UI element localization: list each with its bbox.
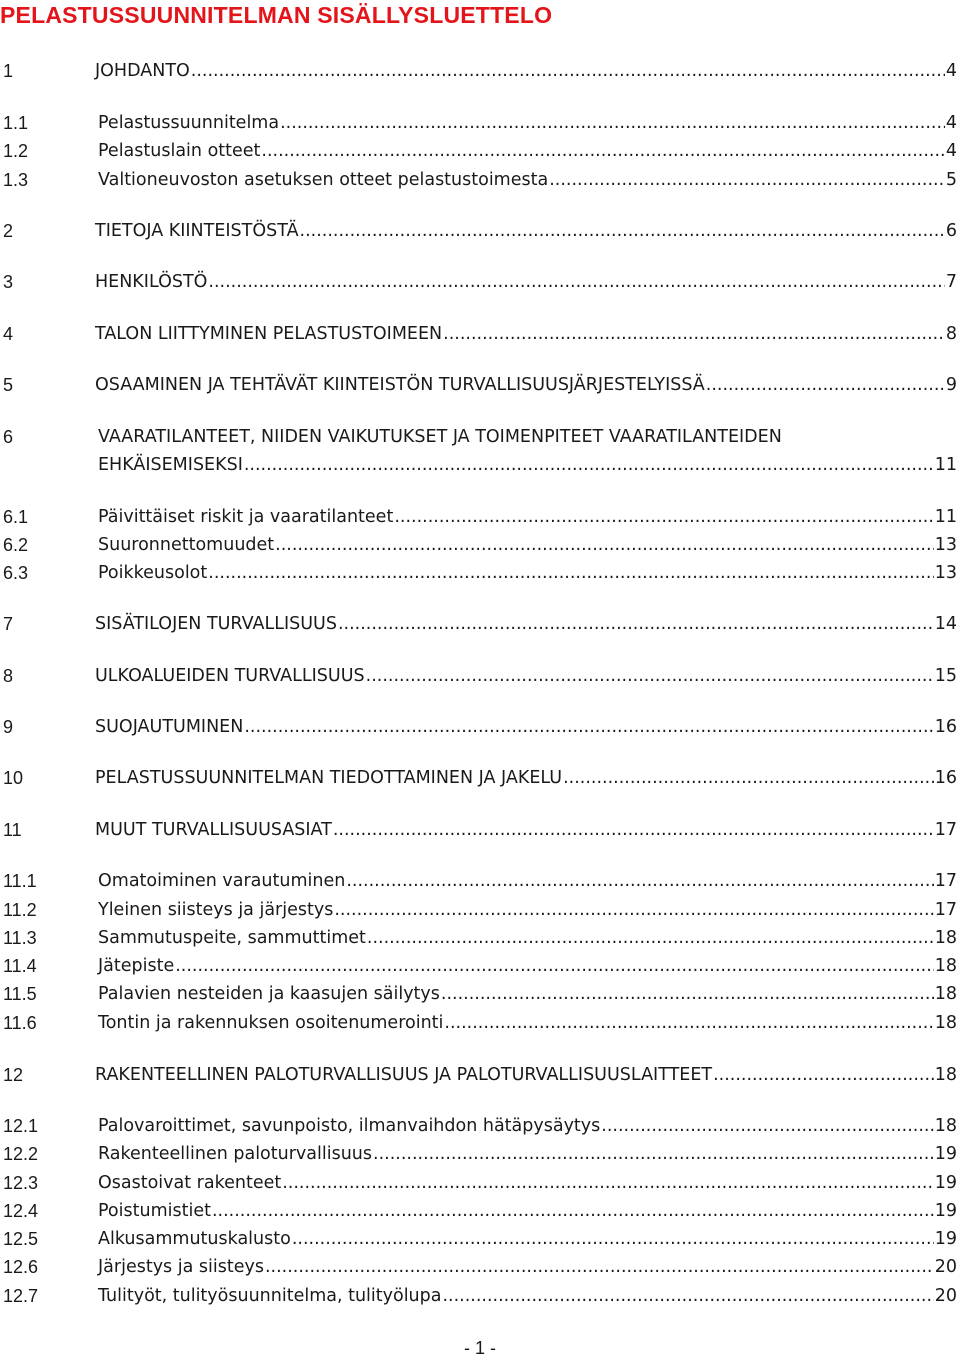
toc-entry-title: Päivittäiset riskit ja vaaratilanteet [98,507,394,527]
toc-entry-title: Tontin ja rakennuksen osoitenumerointi [98,1013,444,1033]
toc-leader-dots [366,663,934,689]
toc-entry-title: Palavien nesteiden ja kaasujen säilytys [98,984,440,1004]
toc-entry-number: 6.1 [3,507,29,527]
toc-entry-number: 6.2 [3,535,29,555]
toc-entry-page: 8 [945,324,957,344]
toc-entry[interactable] [0,372,960,398]
toc-entry[interactable] [0,765,960,791]
toc-entry-title: Pelastussuunnitelma [98,113,280,133]
toc-entry-page: 11 [934,507,957,527]
toc-entry-page: 6 [945,221,957,241]
toc-entry-title: Alkusammutuskalusto [98,1229,291,1249]
toc-entry-title: Poikkeusolot [98,563,208,583]
toc-entry-number: 12.6 [3,1257,39,1277]
toc-entry-number: 12.4 [3,1201,39,1221]
toc-leader-dots [563,765,934,791]
toc-entry[interactable] [0,981,960,1007]
toc-entry-number: 2 [3,221,14,241]
toc-entry-page: 19 [934,1201,957,1221]
toc-entry-page: 20 [934,1286,957,1306]
toc-entry-number: 12 [3,1065,24,1085]
toc-leader-dots [212,1198,934,1224]
toc-entry-title: RAKENTEELLINEN PALOTURVALLISUUS JA PALOTURVALLISUUSLAITTEET [95,1065,713,1085]
toc-entry-title: Järjestys ja siisteys [98,1257,264,1277]
toc-entry[interactable] [0,1254,960,1280]
toc-entry-page: 18 [934,928,957,948]
toc-entry-page: 19 [934,1229,957,1249]
toc-entry-title: PELASTUSSUUNNITELMAN TIEDOTTAMINEN JA JAKELU [95,768,563,788]
toc-entry[interactable] [0,1062,960,1088]
page-title: PELASTUSSUUNNITELMAN SISÄLLYSLUETTELO [0,2,553,28]
toc-entry-page: 19 [934,1144,957,1164]
toc-entry-number: 12.5 [3,1229,39,1249]
toc-entry-page: 20 [934,1257,957,1277]
toc-leader-dots [338,611,934,637]
toc-entry[interactable] [0,1010,960,1036]
toc-leader-dots [244,714,933,740]
toc-entry-page: 17 [934,900,957,920]
toc-entry-title: TIETOJA KIINTEISTÖSTÄ [95,221,299,241]
toc-entry[interactable] [0,611,960,637]
toc-entry-page: 18 [934,956,957,976]
toc-entry-number: 1.3 [3,170,29,190]
toc-leader-dots [261,138,944,164]
toc-entry-number: 1.2 [3,141,29,161]
toc-leader-dots [208,560,933,586]
toc-entry[interactable] [0,532,960,558]
toc-entry-number: 6 [3,427,14,447]
toc-leader-dots [367,925,934,951]
toc-entry-page: 18 [934,1116,957,1136]
toc-entry-title: Jätepiste [98,956,175,976]
toc-leader-dots [373,1141,934,1167]
toc-entry-page: 4 [945,141,957,161]
toc-entry-title: ULKOALUEIDEN TURVALLISUUS [95,666,365,686]
toc-entry[interactable] [0,1198,960,1224]
toc-entry-number: 11 [3,820,22,840]
toc-entry[interactable] [0,953,960,979]
toc-entry-number: 12.2 [3,1144,39,1164]
toc-entry-page: 16 [934,717,957,737]
toc-entry-number: 11.6 [3,1013,37,1033]
toc-entry-title: OSAAMINEN JA TEHTÄVÄT KIINTEISTÖN TURVALLISUUSJÄRJESTELYISSÄ [95,375,705,395]
toc-entry[interactable] [0,1113,960,1139]
toc-entry[interactable] [0,868,960,894]
toc-entry-page: 13 [934,535,957,555]
toc-entry-title: SUOJAUTUMINEN [95,717,244,737]
toc-entry-page: 17 [934,871,957,891]
toc-leader-dots [334,897,933,923]
toc-leader-dots [601,1113,933,1139]
toc-leader-dots [300,218,945,244]
toc-entry-title: Tulityöt, tulityösuunnitelma, tulityölupa [98,1286,442,1306]
toc-leader-dots [208,269,944,295]
toc-entry[interactable] [0,1283,960,1309]
toc-leader-dots [549,167,945,193]
toc-entry-title: Osastoivat rakenteet [98,1173,282,1193]
toc-leader-dots [191,58,945,84]
toc-entry[interactable] [0,817,960,843]
toc-entry[interactable] [0,321,960,347]
toc-entry-page: 16 [934,768,957,788]
toc-entry-title: Pelastuslain otteet [98,141,261,161]
toc-entry[interactable] [0,925,960,951]
toc-leader-dots [444,1010,933,1036]
toc-leader-dots [441,981,934,1007]
toc-entry-number: 11.5 [3,984,37,1004]
toc-entry-title-continued: EHKÄISEMISEKSI [98,455,243,475]
toc-entry-number: 5 [3,375,14,395]
toc-entry-title: TALON LIITTYMINEN PELASTUSTOIMEEN [95,324,443,344]
toc-entry-page: 18 [934,1013,957,1033]
toc-entry-page: 7 [945,272,957,292]
toc-entry-number: 12.1 [3,1116,39,1136]
toc-entry[interactable] [0,269,960,295]
toc-entry[interactable] [0,138,960,164]
toc-entry-number: 11.1 [3,871,37,891]
toc-entry[interactable] [0,1226,960,1252]
toc-entry-number: 4 [3,324,14,344]
toc-entry-title: VAARATILANTEET, NIIDEN VAIKUTUKSET JA TOIMENPITEET VAARATILANTEIDEN [98,427,782,447]
toc-entry-page: 18 [934,1065,957,1085]
toc-entry-title: Valtioneuvoston asetuksen otteet pelastustoimesta [98,170,549,190]
page-number: - 1 - [463,1338,496,1358]
toc-entry-number: 11.4 [3,956,37,976]
toc-entry-title: Yleinen siisteys ja järjestys [98,900,334,920]
toc-entry[interactable] [0,1141,960,1167]
toc-entry[interactable] [0,504,960,530]
toc-entry-title: JOHDANTO [95,61,190,81]
toc-entry-page: 14 [934,614,957,634]
toc-entry-number: 9 [3,717,14,737]
toc-entry-number: 10 [3,768,24,788]
toc-leader-dots [280,110,945,136]
toc-leader-dots [333,817,934,843]
toc-leader-dots [713,1062,934,1088]
toc-entry-page: 4 [945,61,957,81]
toc-entry-number: 3 [3,272,14,292]
toc-entry-title: Suuronnettomuudet [98,535,275,555]
toc-entry[interactable] [0,110,960,136]
toc-leader-dots [394,504,933,530]
toc-entry-number: 1.1 [3,113,29,133]
toc-entry-page: 18 [934,984,957,1004]
toc-leader-dots [292,1226,934,1252]
toc-leader-dots [244,452,934,478]
toc-entry-continuation[interactable] [0,452,960,478]
toc-leader-dots [346,868,933,894]
toc-entry[interactable] [0,218,960,244]
toc-entry[interactable] [0,167,960,193]
toc-entry-page: 11 [934,455,957,475]
toc-entry-page: 5 [945,170,957,190]
toc-entry[interactable] [0,1170,960,1196]
toc-entry-number: 12.3 [3,1173,39,1193]
toc-entry[interactable] [0,897,960,923]
toc-entry-number: 7 [3,614,14,634]
toc-entry-number: 12.7 [3,1286,39,1306]
toc-entry[interactable] [0,424,960,450]
toc-leader-dots [443,321,945,347]
toc-entry-page: 9 [945,375,957,395]
toc-leader-dots [175,953,933,979]
toc-entry-page: 13 [934,563,957,583]
toc-leader-dots [265,1254,934,1280]
toc-entry-title: Sammutuspeite, sammuttimet [98,928,366,948]
toc-leader-dots [442,1283,933,1309]
toc-entry-title: MUUT TURVALLISUUSASIAT [95,820,332,840]
toc-entry-number: 6.3 [3,563,29,583]
toc-entry[interactable] [0,714,960,740]
toc-entry-page: 15 [934,666,957,686]
toc-leader-dots [275,532,934,558]
toc-entry-number: 11.2 [3,900,37,920]
toc-entry[interactable] [0,663,960,689]
toc-entry-number: 1 [3,61,14,81]
toc-entry-title: SISÄTILOJEN TURVALLISUUS [95,614,337,634]
toc-entry-title: Palovaroittimet, savunpoisto, ilmanvaihdon hätäpysäytys [98,1116,601,1136]
toc-entry[interactable] [0,560,960,586]
toc-entry-title: Omatoiminen varautuminen [98,871,346,891]
toc-entry-page: 19 [934,1173,957,1193]
toc-leader-dots [706,372,945,398]
toc-entry-number: 11.3 [3,928,37,948]
toc-entry-page: 17 [934,820,957,840]
toc-leader-dots [282,1170,934,1196]
toc-entry-page: 4 [945,113,957,133]
toc-entry[interactable] [0,58,960,84]
toc-entry-title: Poistumistiet [98,1201,211,1221]
toc-entry-title: Rakenteellinen paloturvallisuus [98,1144,372,1164]
toc-entry-number: 8 [3,666,14,686]
toc-entry-title: HENKILÖSTÖ [95,272,208,292]
